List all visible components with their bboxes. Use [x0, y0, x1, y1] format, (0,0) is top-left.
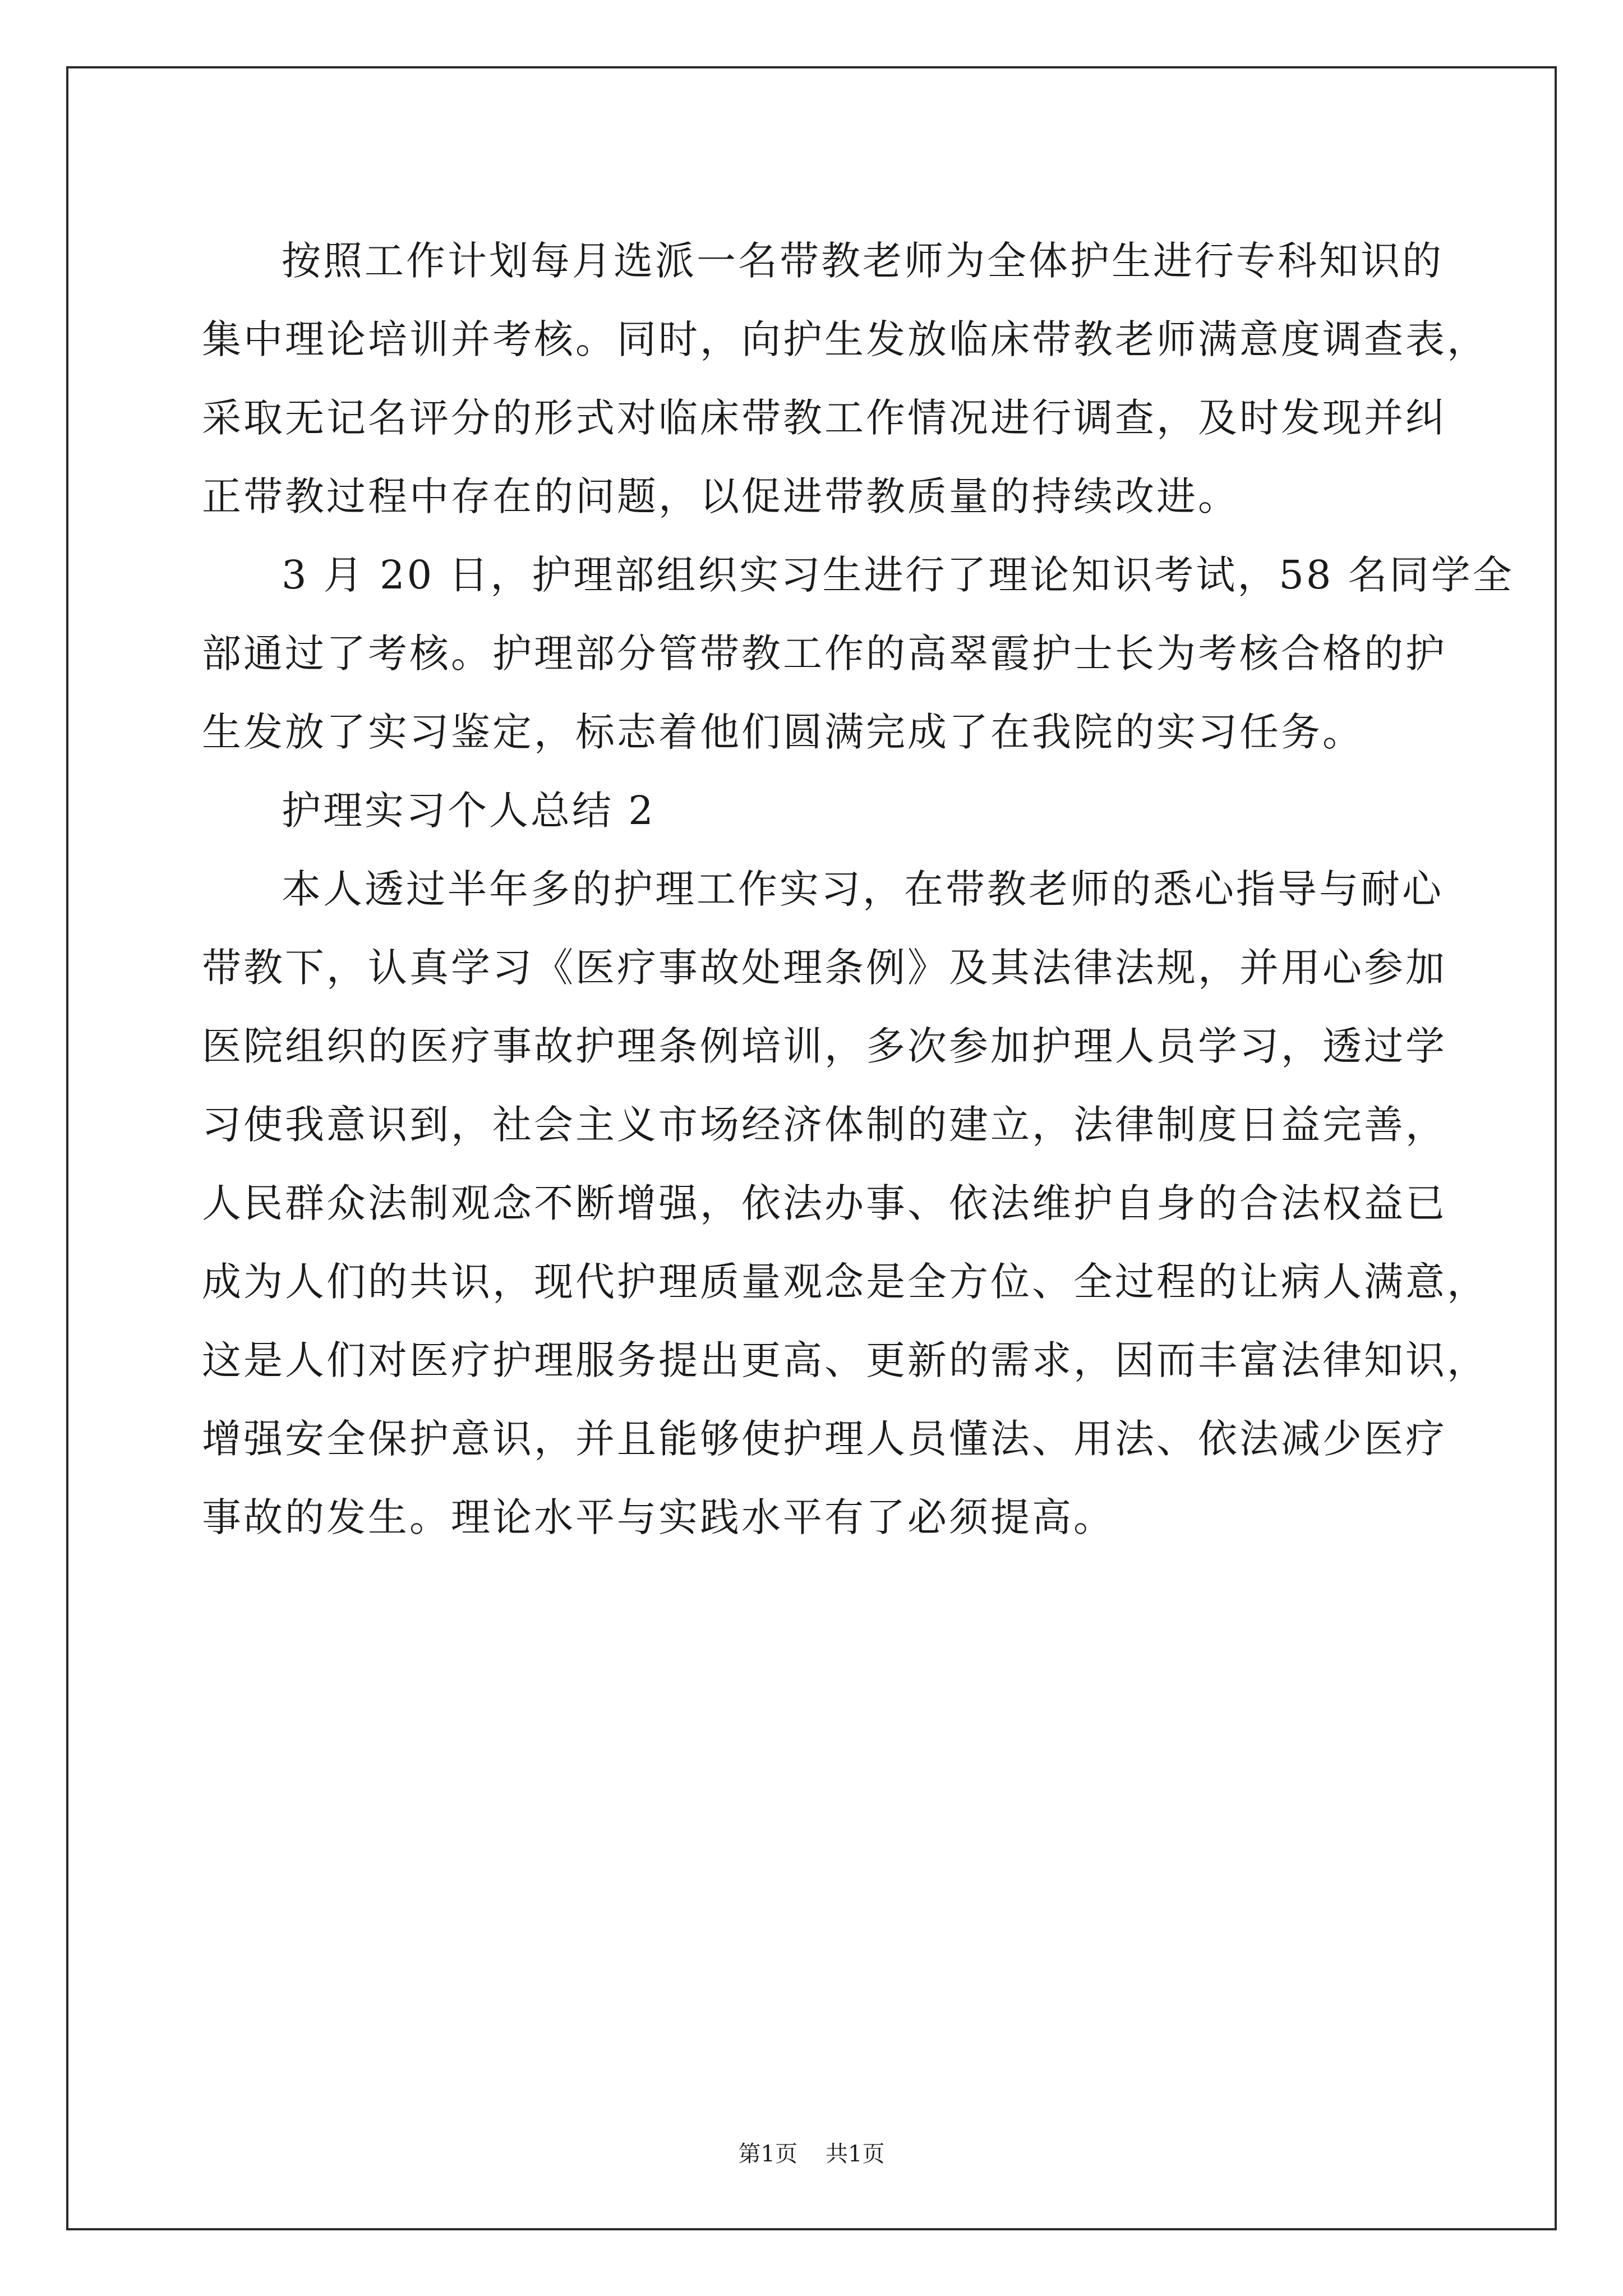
page-total: 共1页 [826, 2141, 885, 2167]
text-line: 习使我意识到，社会主义市场经济体制的建立，法律制度日益完善， [202, 1102, 1447, 1148]
text-line: 医院组织的医疗事故护理条例培训，多次参加护理人员学习，透过学 [202, 1023, 1447, 1069]
text-line: 部通过了考核。护理部分管带教工作的高翠霞护士长为考核合格的护 [202, 631, 1447, 677]
section-heading: 护理实习个人总结 2 [282, 788, 656, 834]
text-line: 集中理论培训并考核。同时，向护生发放临床带教老师满意度调查表， [202, 316, 1488, 362]
text-line: 按照工作计划每月选派一名带教老师为全体护生进行专科知识的 [282, 238, 1444, 284]
text-line: 本人透过半年多的护理工作实习，在带教老师的悉心指导与耐心 [282, 866, 1444, 912]
text-line: 3 月 20 日，护理部组织实习生进行了理论知识考试，58 名同学全 [282, 552, 1514, 598]
text-line: 采取无记名评分的形式对临床带教工作情况进行调查，及时发现并纠 [202, 395, 1447, 441]
text-line: 生发放了实习鉴定，标志着他们圆满完成了在我院的实习任务。 [202, 709, 1364, 755]
text-line: 事故的发生。理论水平与实践水平有了必须提高。 [202, 1494, 1115, 1540]
page-footer [0, 2136, 1623, 2168]
document-body [202, 222, 1514, 1557]
text-line: 成为人们的共识，现代护理质量观念是全方位、全过程的让病人满意， [202, 1259, 1488, 1305]
text-line: 这是人们对医疗护理服务提出更高、更新的需求，因而丰富法律知识， [202, 1337, 1488, 1383]
text-line: 增强安全保护意识，并且能够使护理人员懂法、用法、依法减少医疗 [202, 1416, 1447, 1462]
text-line: 带教下，认真学习《医疗事故处理条例》及其法律法规，并用心参加 [202, 945, 1447, 991]
text-line: 正带教过程中存在的问题，以促进带教质量的持续改进。 [202, 473, 1239, 519]
text-line: 人民群众法制观念不断增强，依法办事、依法维护自身的合法权益已 [202, 1180, 1447, 1226]
page-number: 第1页 [738, 2141, 797, 2167]
